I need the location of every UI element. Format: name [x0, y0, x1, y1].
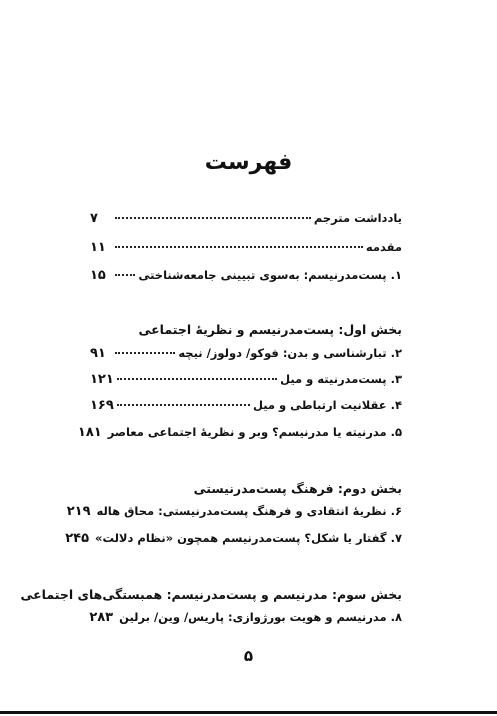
bottom-divider [0, 711, 497, 714]
toc-entry [90, 211, 402, 233]
page-number: ۵ [243, 647, 254, 665]
page-title: فهرست [204, 150, 293, 175]
toc-entry-page: ۷ [90, 211, 98, 226]
toc-entry-page: ۱۲۱ [90, 372, 114, 387]
toc-entry-page: ۹۱ [90, 346, 106, 361]
toc-entry-label: ۸. مدرنیسم و هویت بورژوازی: پاریس/ وین/ برلین [119, 610, 402, 624]
toc-entry-page: ۱۵ [90, 268, 106, 283]
toc-entry [90, 268, 402, 290]
toc-entry [90, 372, 402, 394]
toc-entry-page: ۲۸۳ [89, 610, 114, 625]
dot-leader [115, 217, 311, 219]
toc-entry-label: ۷. گفتار یا شکل؟ پست‌مدرنیسم همچون «نظام دلالت» [95, 531, 402, 545]
toc-entry [90, 610, 402, 632]
toc-entry-label: ۱. پست‌مدرنیسم: به‌سوی تبیینی جامعه‌شناختی [138, 268, 402, 282]
section-heading: بخش سوم: مدرنیسم و پست‌مدرنیسم: همبستگی‌های اجتماعی [20, 587, 402, 602]
toc-entry-label: ۳. پست‌مدرنیته و میل [280, 372, 402, 386]
toc-entry-page: ۲۴۵ [65, 531, 90, 546]
toc-entry-label: ۶. نظریۀ انتقادی و فرهنگ پست‌مدرنیستی: محاق هاله [96, 504, 402, 518]
toc-entry-page: ۱۶۹ [90, 398, 114, 413]
toc-entry-label: ۵. مدرنیته یا مدرنیسم؟ وبر و نظریۀ اجتماعی معاصر [107, 425, 402, 439]
toc-entry-label: یادداشت مترجم [313, 211, 402, 225]
toc-entry-label: ۲. تبارشناسی و بدن: فوکو/ دولوز/ نیچه [178, 346, 402, 360]
toc-entry [66, 504, 402, 526]
section-heading: بخش اول: پست‌مدرنیسم و نظریۀ اجتماعی [138, 322, 402, 337]
toc-entry [77, 425, 402, 447]
dot-leader [117, 404, 250, 406]
dot-leader [115, 274, 135, 276]
toc-entry [90, 398, 402, 420]
dot-leader [115, 352, 175, 354]
toc-entry-label: ۴. عقلانیت ارتباطی و میل [252, 398, 402, 412]
dot-leader [117, 378, 277, 380]
toc-entry-page: ۲۱۹ [66, 504, 91, 519]
section-heading: بخش دوم: فرهنگ پست‌مدرنیستی [193, 481, 402, 496]
toc-entry [90, 240, 402, 262]
dot-leader [115, 246, 363, 248]
toc-entry-page: ۱۱ [90, 240, 106, 255]
toc-entry [90, 346, 402, 368]
toc-entry [65, 531, 402, 553]
toc-entry-page: ۱۸۱ [77, 425, 102, 440]
toc-entry-label: مقدمه [365, 240, 402, 254]
